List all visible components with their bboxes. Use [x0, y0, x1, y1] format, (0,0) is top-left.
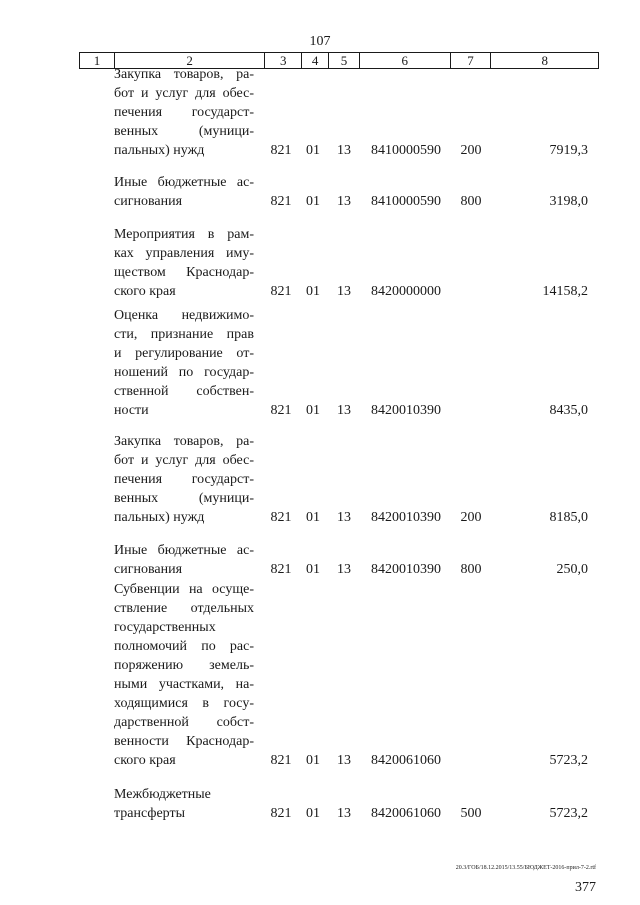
description-line: ными участками, на- [114, 677, 254, 692]
cell-col-7: 800 [460, 562, 482, 577]
description-line: бот и услуг для обес- [114, 86, 254, 101]
cell-col-6: 8420000000 [371, 284, 441, 299]
table-row [0, 173, 640, 211]
description-line: дарственной собст- [114, 715, 254, 730]
cell-col-3: 821 [270, 806, 292, 821]
cell-col-3: 821 [270, 510, 292, 525]
description-line: венных (муници- [114, 491, 254, 506]
description-line: ности [114, 403, 149, 418]
table-row [0, 785, 640, 823]
cell-col-5: 13 [337, 284, 351, 299]
cell-col-6: 8410000590 [371, 194, 441, 209]
description-line: государственных [114, 620, 216, 635]
row-description [114, 580, 254, 770]
table-row [0, 432, 640, 527]
row-description [114, 65, 254, 160]
column-header-8: 8 [541, 53, 548, 68]
description-line: Иные бюджетные ас- [114, 175, 254, 190]
description-line: Закупка товаров, ра- [114, 434, 254, 449]
cell-col-3: 821 [270, 403, 292, 418]
description-line: пальных) нужд [114, 143, 205, 158]
table-row [0, 306, 640, 420]
cell-col-8: 3198,0 [549, 194, 588, 209]
description-line: трансферты [114, 806, 186, 821]
description-line: сти, признание прав [114, 327, 254, 342]
cell-col-3: 821 [270, 194, 292, 209]
cell-col-5: 13 [337, 403, 351, 418]
cell-col-8: 8185,0 [549, 510, 588, 525]
cell-col-7: 500 [460, 806, 482, 821]
cell-col-6: 8410000590 [371, 143, 441, 158]
footer-stamp: 20.3/ГОБ/18.12.2015/13.55/БЮДЖЕТ-2016-прил-7-2.rtf [455, 865, 596, 871]
description-line: Закупка товаров, ра- [114, 67, 254, 82]
table-row [0, 580, 640, 770]
description-line: Иные бюджетные ас- [114, 543, 254, 558]
cell-col-3: 821 [270, 753, 292, 768]
description-line: венных (муници- [114, 124, 254, 139]
table-row [0, 225, 640, 301]
description-line: сигнования [114, 562, 183, 577]
description-line: полномочий по рас- [114, 639, 254, 654]
table-row [0, 541, 640, 579]
cell-col-4: 01 [306, 194, 320, 209]
cell-col-5: 13 [337, 806, 351, 821]
description-line: Межбюджетные [114, 787, 211, 802]
description-line: пальных) нужд [114, 510, 205, 525]
description-line: ках управления иму- [114, 246, 254, 261]
column-header-1: 1 [80, 53, 115, 68]
description-line: Субвенции на осуще- [114, 582, 254, 597]
cell-col-3: 821 [270, 143, 292, 158]
cell-col-4: 01 [306, 143, 320, 158]
row-description [114, 541, 254, 579]
description-line: печения государст- [114, 472, 254, 487]
cell-col-4: 01 [306, 510, 320, 525]
sheet-number: 377 [575, 880, 596, 895]
row-description [114, 785, 254, 823]
description-line: венности Краснодар- [114, 734, 254, 749]
page-number: 107 [309, 34, 331, 49]
cell-col-3: 821 [270, 284, 292, 299]
cell-col-4: 01 [306, 753, 320, 768]
description-line: ского края [114, 753, 176, 768]
description-line: ществом Краснодар- [114, 265, 254, 280]
cell-col-8: 8435,0 [549, 403, 588, 418]
description-line: ствление отдельных [114, 601, 254, 616]
table-row [0, 65, 640, 160]
row-description [114, 173, 254, 211]
column-header-2: 2 [115, 53, 265, 68]
cell-col-7: 800 [460, 194, 482, 209]
cell-col-4: 01 [306, 562, 320, 577]
cell-col-8: 7919,3 [549, 143, 588, 158]
description-line: ского края [114, 284, 176, 299]
description-line: ственной собствен- [114, 384, 254, 399]
description-line: бот и услуг для обес- [114, 453, 254, 468]
cell-col-6: 8420061060 [371, 753, 441, 768]
description-line: и регулирование от- [114, 346, 254, 361]
cell-col-7: 200 [460, 510, 482, 525]
column-header-5: 5 [329, 53, 360, 68]
cell-col-8: 5723,2 [549, 806, 588, 821]
cell-col-8: 5723,2 [549, 753, 588, 768]
cell-col-4: 01 [306, 806, 320, 821]
cell-col-4: 01 [306, 403, 320, 418]
description-line: печения государст- [114, 105, 254, 120]
cell-col-5: 13 [337, 143, 351, 158]
description-line: Мероприятия в рам- [114, 227, 254, 242]
cell-col-4: 01 [306, 284, 320, 299]
description-line: сигнования [114, 194, 183, 209]
cell-col-5: 13 [337, 753, 351, 768]
cell-col-5: 13 [337, 510, 351, 525]
cell-col-7: 200 [460, 143, 482, 158]
row-description [114, 432, 254, 527]
description-line: поряжению земель- [114, 658, 254, 673]
column-header-6: 6 [360, 53, 451, 68]
row-description [114, 225, 254, 301]
cell-col-6: 8420010390 [371, 510, 441, 525]
description-line: ходящимися в госу- [114, 696, 254, 711]
cell-col-6: 8420061060 [371, 806, 441, 821]
cell-col-8: 250,0 [556, 562, 588, 577]
description-line: ношений по государ- [114, 365, 254, 380]
cell-col-6: 8420010390 [371, 403, 441, 418]
cell-col-5: 13 [337, 562, 351, 577]
cell-col-6: 8420010390 [371, 562, 441, 577]
row-description [114, 306, 254, 420]
cell-col-8: 14158,2 [542, 284, 588, 299]
column-header-3: 3 [265, 53, 302, 68]
column-header-7: 7 [451, 53, 492, 68]
cell-col-5: 13 [337, 194, 351, 209]
description-line: Оценка недвижимо- [114, 308, 254, 323]
column-header-4: 4 [302, 53, 329, 68]
cell-col-3: 821 [270, 562, 292, 577]
